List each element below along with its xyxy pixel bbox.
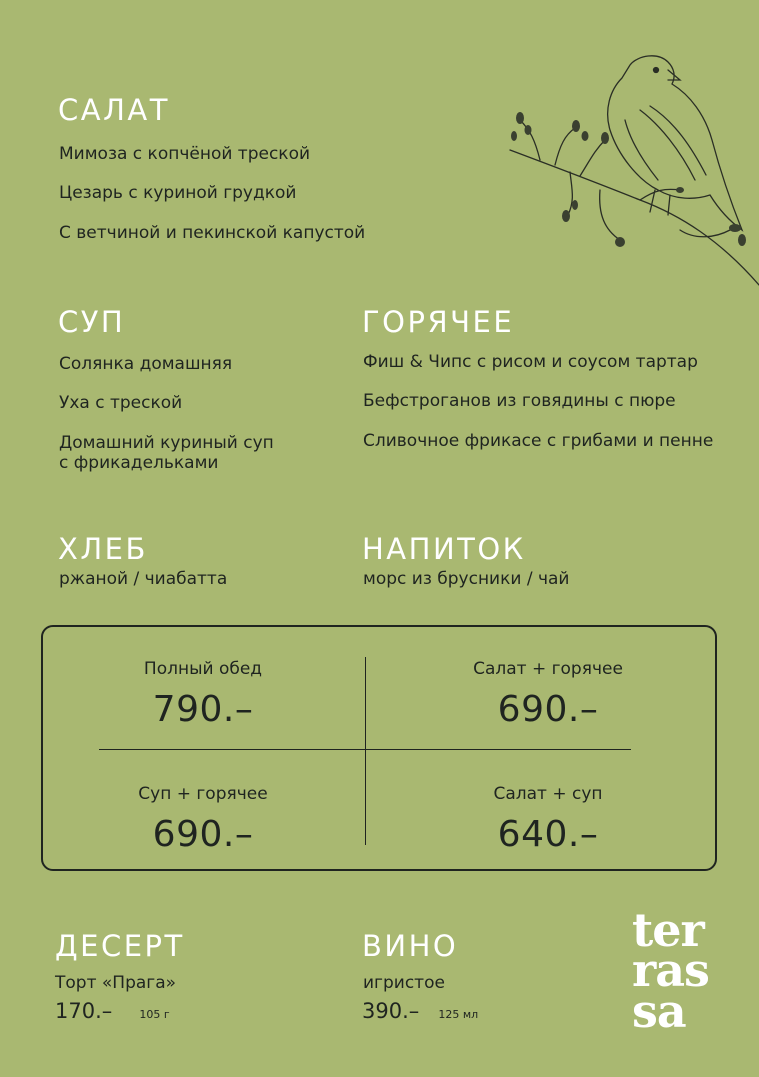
combo-soup-hot: [93, 784, 313, 855]
hot-heading: ГОРЯЧЕЕ: [362, 305, 515, 339]
combo-salad-soup: [438, 784, 658, 855]
combo-price-box: [41, 625, 717, 871]
salad-items: [59, 144, 365, 260]
soup-heading: СУП: [58, 305, 126, 339]
combo-price: 640.–: [497, 814, 599, 855]
hot-items: [363, 352, 713, 451]
combo-full-lunch: [93, 659, 313, 730]
menu-item: Бефстроганов из говядины с пюре: [363, 391, 676, 412]
dessert-price-row: [55, 999, 170, 1023]
combo-price: 690.–: [152, 814, 254, 855]
menu-item: Солянка домашняя: [59, 354, 233, 374]
menu-item: Домашний куриный суп: [59, 432, 274, 453]
menu-item: Сливочное фрикасе с грибами и пенне: [363, 430, 714, 451]
dessert-weight: 105 г: [139, 1008, 170, 1021]
combo-label: Салат + суп: [493, 784, 603, 804]
logo-line: sa: [632, 983, 686, 1038]
dessert-name: Торт «Прага»: [55, 973, 177, 993]
dessert-heading: ДЕСЕРТ: [55, 929, 185, 963]
menu-item: Мимоза с копчёной треской: [59, 144, 311, 164]
combo-price: 790.–: [152, 689, 254, 730]
menu-item: Цезарь с куриной грудкой: [59, 183, 297, 204]
combo-salad-hot: [438, 659, 658, 730]
divider-vertical: [365, 657, 366, 845]
logo-line: ras: [632, 943, 709, 998]
combo-price: 690.–: [497, 689, 599, 730]
logo-line: ter: [632, 903, 704, 957]
combo-label: Салат + горячее: [473, 659, 623, 679]
combo-label: Суп + горячее: [138, 784, 268, 804]
wine-price-row: [362, 999, 478, 1023]
divider-horizontal: [99, 749, 631, 750]
terrassa-logo: [632, 903, 709, 1038]
bread-heading: ХЛЕБ: [58, 532, 148, 566]
combo-label: Полный обед: [143, 659, 263, 679]
menu-item: С ветчиной и пекинской капустой: [59, 222, 366, 243]
dessert-price: 170.–: [55, 999, 113, 1023]
bird-on-branch-illustration: [480, 40, 759, 300]
wine-name: игристое: [363, 973, 445, 993]
menu-item: Фиш & Чипс с рисом и соусом тартар: [363, 352, 698, 372]
menu-item: Уха с треской: [59, 393, 183, 414]
drink-heading: НАПИТОК: [362, 532, 526, 566]
salad-heading: САЛАТ: [58, 93, 170, 127]
bread-description: ржаной / чиабатта: [59, 569, 228, 589]
menu-item-continued: с фрикадельками: [59, 453, 219, 474]
wine-price: 390.–: [362, 999, 420, 1023]
wine-volume: 125 мл: [438, 1008, 479, 1021]
soup-items: [59, 354, 274, 474]
drink-description: морс из брусники / чай: [363, 569, 570, 589]
wine-heading: ВИНО: [362, 929, 459, 963]
